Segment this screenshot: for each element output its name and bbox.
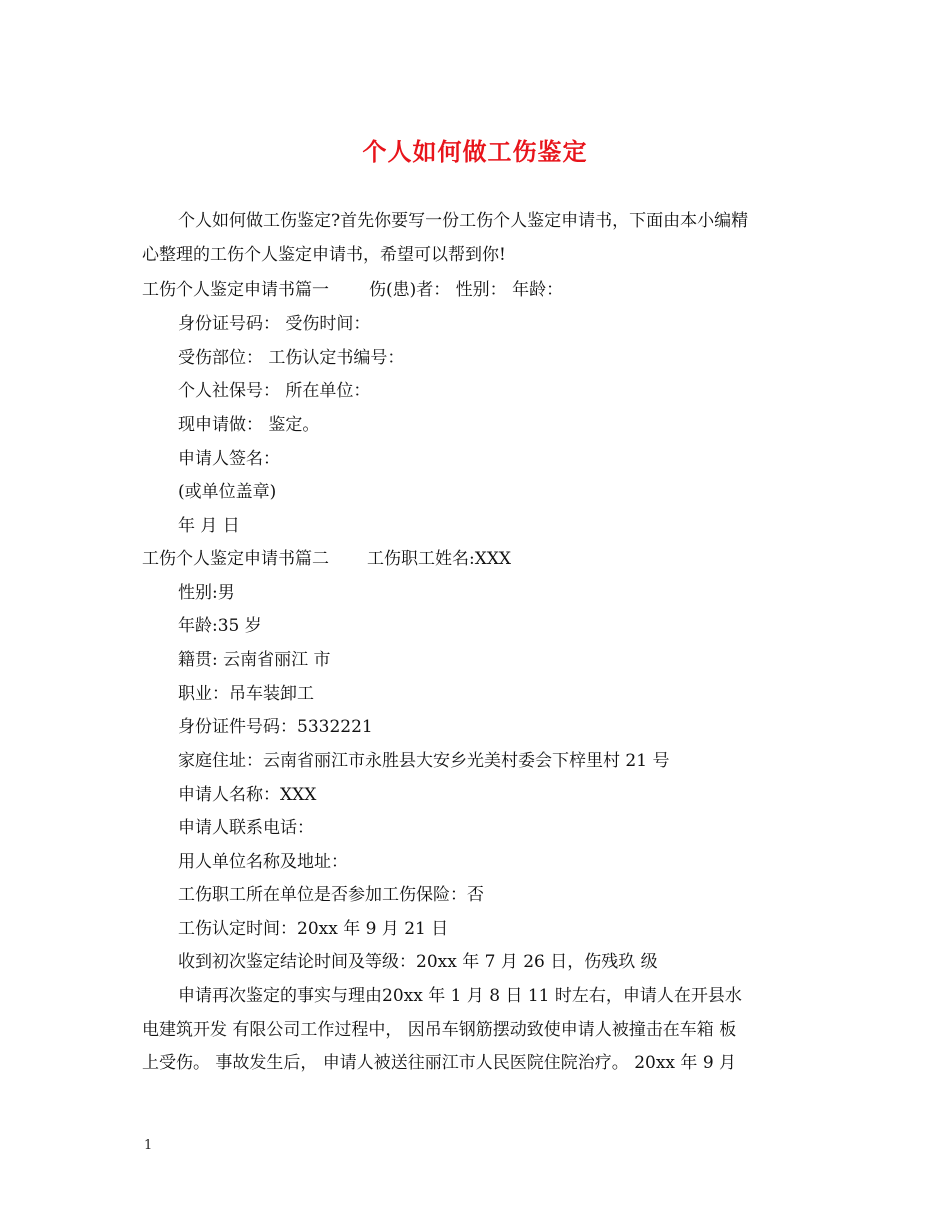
section1-line-1: 身份证号码： 受伤时间： xyxy=(178,314,371,334)
section2-heading-field: 工伤职工姓名:XXX xyxy=(367,549,512,569)
section1-line-3: 个人社保号： 所在单位： xyxy=(178,381,371,401)
section2-line-4: 职业：吊车装卸工 xyxy=(178,684,314,704)
section2-line-12: 收到初次鉴定结论时间及等级：20xx 年 7 月 26 日，伤残玖 级 xyxy=(178,952,658,972)
section2-line-5: 身份证件号码：5332221 xyxy=(178,717,373,737)
section2-line-7: 申请人名称：XXX xyxy=(178,785,317,805)
section1-line-2: 受伤部位： 工伤认定书编号： xyxy=(178,348,405,368)
document-title: 个人如何做工伤鉴定 xyxy=(362,137,588,166)
section2-line-11: 工伤认定时间：20xx 年 9 月 21 日 xyxy=(178,919,449,939)
section2-heading: 工伤个人鉴定申请书篇二 xyxy=(142,549,329,569)
section2-line-3: 籍贯: 云南省丽江 市 xyxy=(178,650,331,670)
section2-heading-line xyxy=(142,548,511,570)
section1-line-4: 现申请做： 鉴定。 xyxy=(178,415,320,435)
section1-line-6: (或单位盖章) xyxy=(178,482,277,502)
section1-heading-fields: 伤(患)者： 性别： 年龄： xyxy=(369,280,564,300)
section2-line-8: 申请人联系电话： xyxy=(178,818,314,838)
intro-line-2: 心整理的工伤个人鉴定申请书，希望可以帮到你! xyxy=(142,245,506,265)
section2-line-10: 工伤职工所在单位是否参加工伤保险：否 xyxy=(178,885,484,905)
facts-line-2: 电建筑开发 有限公司工作过程中， 因吊车钢筋摆动致使申请人被撞击在车箱 板 xyxy=(142,1020,737,1040)
section1-heading-line xyxy=(142,279,563,301)
facts-line-1: 申请再次鉴定的事实与理由20xx 年 1 月 8 日 11 时左右，申请人在开县水 xyxy=(178,986,742,1006)
section1-heading: 工伤个人鉴定申请书篇一 xyxy=(142,280,329,300)
page-number: 1 xyxy=(144,1138,153,1153)
section2-line-1: 性别:男 xyxy=(178,583,235,603)
intro-line-1: 个人如何做工伤鉴定?首先你要写一份工伤个人鉴定申请书，下面由本小编精 xyxy=(178,211,749,231)
section2-line-9: 用人单位名称及地址： xyxy=(178,852,348,872)
section1-line-5: 申请人签名： xyxy=(178,449,280,469)
section1-line-7: 年 月 日 xyxy=(178,516,240,536)
section2-line-6: 家庭住址：云南省丽江市永胜县大安乡光美村委会下梓里村 21 号 xyxy=(178,751,670,771)
section2-line-2: 年龄:35 岁 xyxy=(178,616,262,636)
facts-line-3: 上受伤。 事故发生后， 申请人被送往丽江市人民医院住院治疗。 20xx 年 9 月 xyxy=(142,1053,737,1073)
